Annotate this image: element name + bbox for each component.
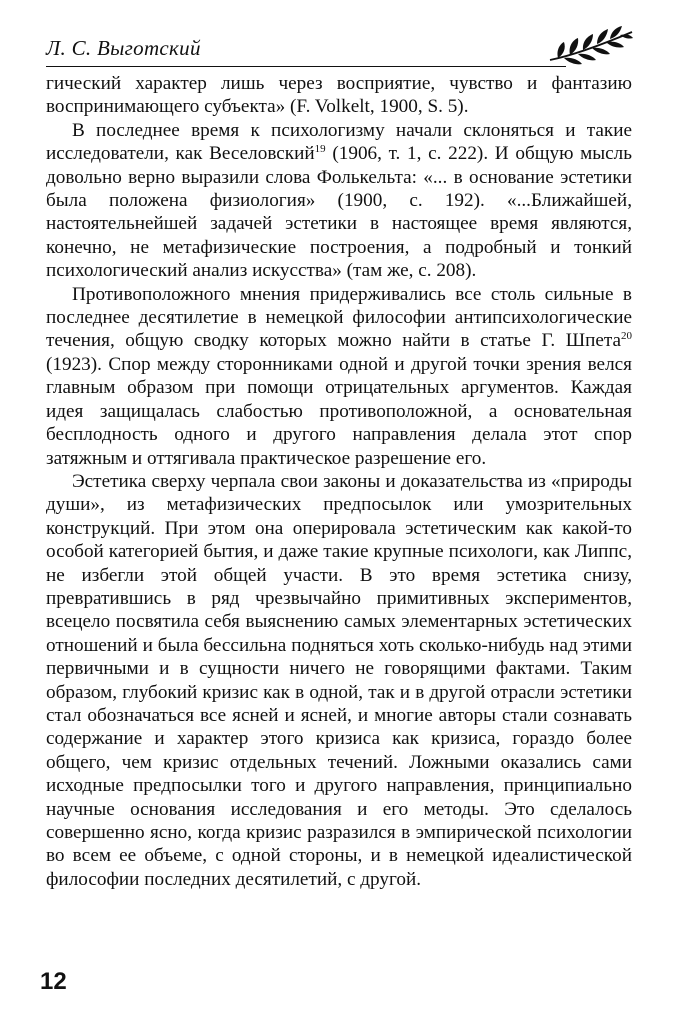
running-title: Л. С. Выготский <box>46 36 201 60</box>
paragraph-text: Противоположного мнения придерживались все столь сильные в последнее десятилетие в немецкой философии антипсихологические течения, общую сводку которых можно найти в статье Г. Шпета <box>46 283 632 352</box>
page-number: 12 <box>40 968 67 995</box>
page-header <box>46 22 634 66</box>
paragraph <box>46 283 632 470</box>
paragraph <box>46 119 632 283</box>
sprig-ornament-icon <box>548 22 634 70</box>
body-text <box>46 72 632 891</box>
paragraph-text: гический характер лишь через восприятие, чувство и фантазию воспринимающего субъекта» (F. Volkelt, 1900, S. 5). <box>46 73 632 118</box>
paragraph-text: Эстетика сверху черпала свои законы и доказательства из «природы души», из метафизических предпосылок или умозрительных конструкций. При этом она оперировала эстетическим как какой-то особой категорией бытия, и даже такие крупные психологи, как Липпс, не избегли этой общей участи. В это время эстетика снизу, превратившись в ряд чрезвычайно примитивных экспериментов, всецело посвятила себя выяснению самых элементарных эстетических отношений и была бессильна подняться хоть сколько-нибудь над этими первичными и в сущности ничего не говорящими фактами. Таким образом, глубокий кризис как в одной, так и в другой отрасли эстетики стал обозначаться все ясней и ясней, и многие авторы стали сознавать содержание и характер этого кризиса как кризиса, гораздо более общего, чем кризис отдельных течений. Ложными оказались сами исходные предпосылки того и другого направления, принципиально научные основания исследования и его методы. Это сделалось совершенно ясно, когда кризис разразился в эмпирической психологии во всем ее объеме, с одной стороны, и в немецкой идеалистической философии последних десятилетий, с другой. <box>46 470 632 890</box>
footnote-ref-20: 20 <box>621 330 632 343</box>
paragraph-text: (1906, т. 1, с. 222). И общую мысль довольно верно выразили слова Фолькельта: «... в основание эстетики была положена физиология» (1900, с. 192). «...Ближайшей, настоятельнейшей задачей эстетики в настоящее время являются, конечно, не метафизические построения, а подробный и тонкий психологический анализ искусства» (там же, с. 208). <box>46 143 632 282</box>
paragraph-continued <box>46 72 632 119</box>
header-rule <box>46 66 566 67</box>
footnote-ref-19: 19 <box>314 143 326 156</box>
paragraph-text: В последнее время к психологизму начали склоняться и такие исследователи, как Веселовский <box>46 119 632 165</box>
paragraph-text: (1923). Спор между сторонниками одной и другой точки зрения велся главным образом при помощи отрицательных аргументов. Каждая идея защищалась слабостью противоположной, а основательная бесплодность одного и другого направления делала этот спор затяжным и оттягивала практическое разрешение его. <box>46 353 632 469</box>
paragraph <box>46 470 632 891</box>
